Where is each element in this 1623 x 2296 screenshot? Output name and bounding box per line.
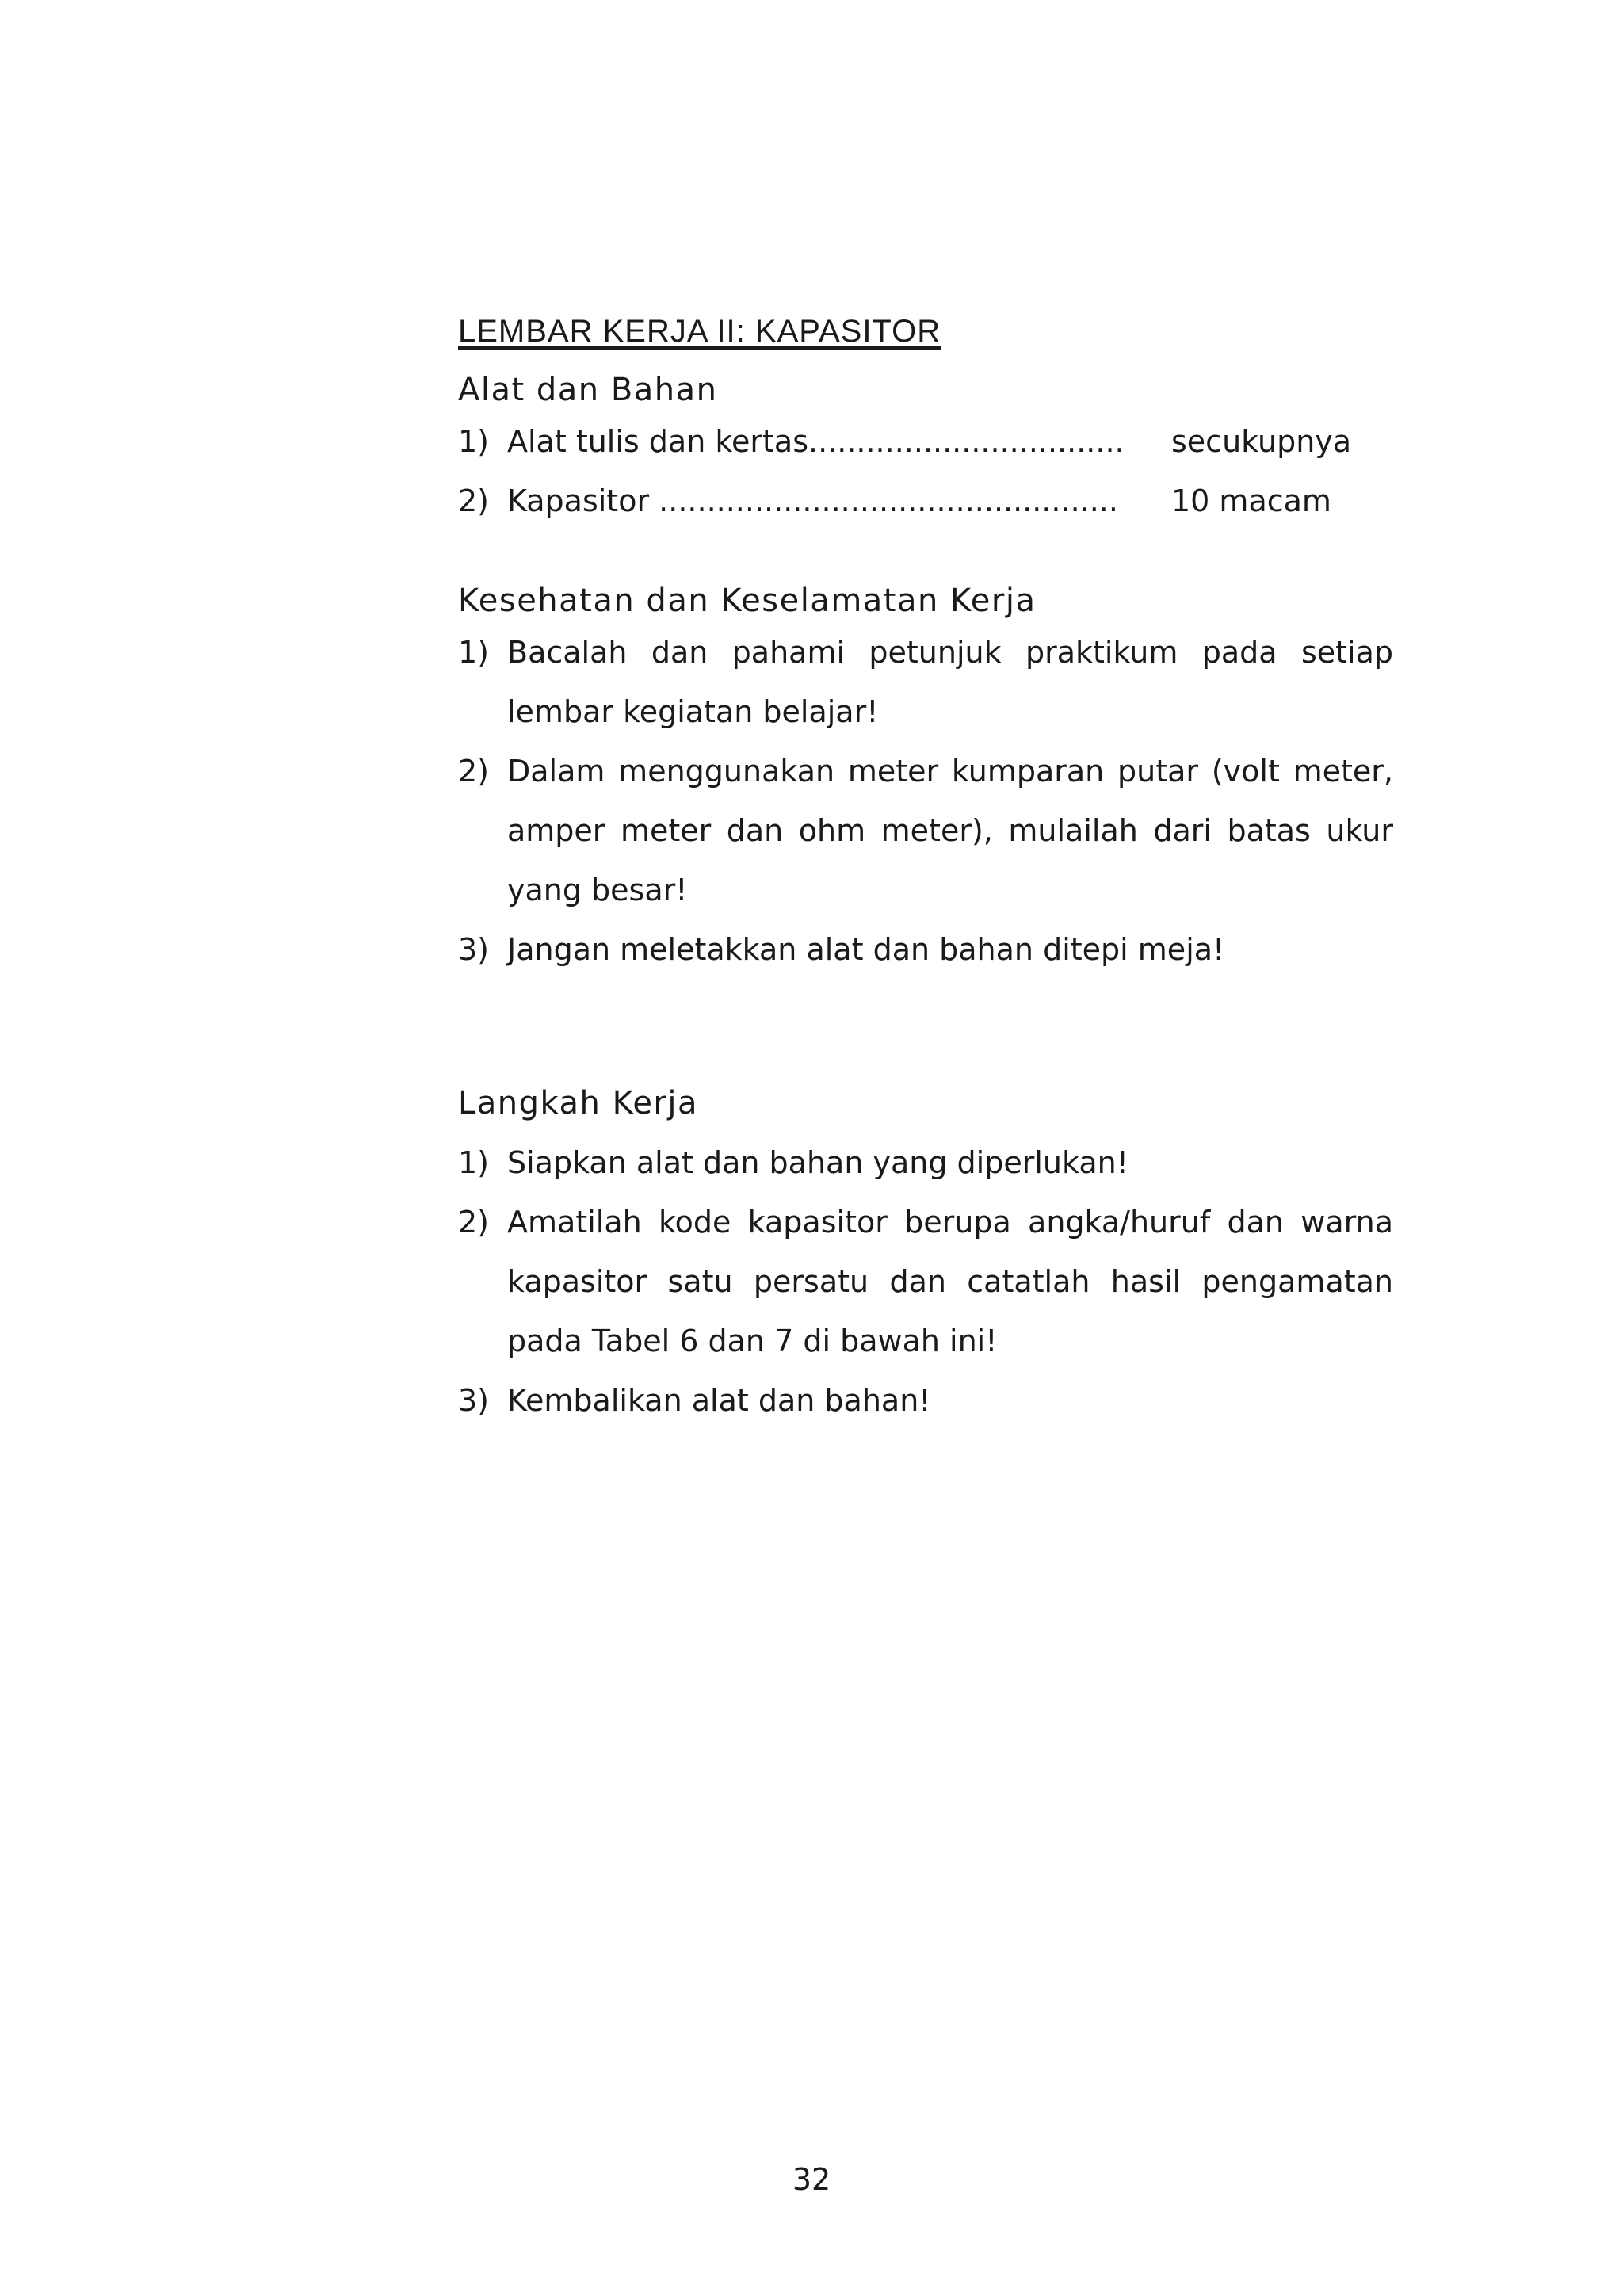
list-number: 3) bbox=[458, 1383, 490, 1418]
material-item bbox=[458, 472, 1393, 531]
page-content bbox=[458, 309, 1393, 1431]
section-spacer bbox=[458, 980, 1393, 1081]
step-item bbox=[458, 1133, 1393, 1193]
safety-text: Dalam menggunakan meter kumparan putar (volt meter, amper meter dan ohm meter), mulailah dari batas ukur yang besar! bbox=[507, 754, 1393, 907]
list-number: 1) bbox=[458, 1145, 490, 1180]
material-name-with-leader bbox=[507, 412, 1171, 472]
page-number: 32 bbox=[792, 2162, 831, 2197]
material-quantity: secukupnya bbox=[1171, 424, 1352, 459]
dot-leader: ................................. bbox=[808, 424, 1125, 459]
list-number: 1) bbox=[458, 424, 490, 459]
list-number: 1) bbox=[458, 635, 490, 670]
material-quantity: 10 macam bbox=[1171, 483, 1331, 518]
list-number: 2) bbox=[458, 483, 490, 518]
step-text: Amatilah kode kapasitor berupa angka/huruf dan warna kapasitor satu persatu dan catatlah hasil pengamatan pada Tabel 6 dan 7 di bawah ini! bbox=[507, 1205, 1393, 1358]
list-number: 3) bbox=[458, 932, 490, 967]
safety-item bbox=[458, 920, 1393, 980]
materials-list bbox=[458, 412, 1393, 531]
steps-heading: Langkah Kerja bbox=[458, 1085, 698, 1121]
safety-item bbox=[458, 742, 1393, 920]
material-item bbox=[458, 412, 1393, 472]
material-name-with-leader bbox=[507, 472, 1171, 531]
list-number: 2) bbox=[458, 754, 490, 789]
step-item bbox=[458, 1371, 1393, 1431]
step-text: Kembalikan alat dan bahan! bbox=[507, 1383, 931, 1418]
step-item bbox=[458, 1193, 1393, 1371]
material-name: Kapasitor bbox=[507, 483, 650, 518]
safety-heading: Kesehatan dan Keselamatan Kerja bbox=[458, 583, 1037, 619]
safety-text: Jangan meletakkan alat dan bahan ditepi meja! bbox=[507, 932, 1225, 967]
section-spacer bbox=[458, 531, 1393, 579]
list-number: 2) bbox=[458, 1205, 490, 1240]
step-text: Siapkan alat dan bahan yang diperlukan! bbox=[507, 1145, 1128, 1180]
safety-text: Bacalah dan pahami petunjuk praktikum pada setiap lembar kegiatan belajar! bbox=[507, 635, 1393, 729]
safety-item bbox=[458, 623, 1393, 742]
safety-list bbox=[458, 623, 1393, 980]
dot-leader: ................................................ bbox=[659, 483, 1118, 518]
material-name: Alat tulis dan kertas bbox=[507, 424, 808, 459]
materials-heading: Alat dan Bahan bbox=[458, 372, 718, 408]
steps-list bbox=[458, 1133, 1393, 1431]
worksheet-title: LEMBAR KERJA II: KAPASITOR bbox=[458, 314, 941, 349]
